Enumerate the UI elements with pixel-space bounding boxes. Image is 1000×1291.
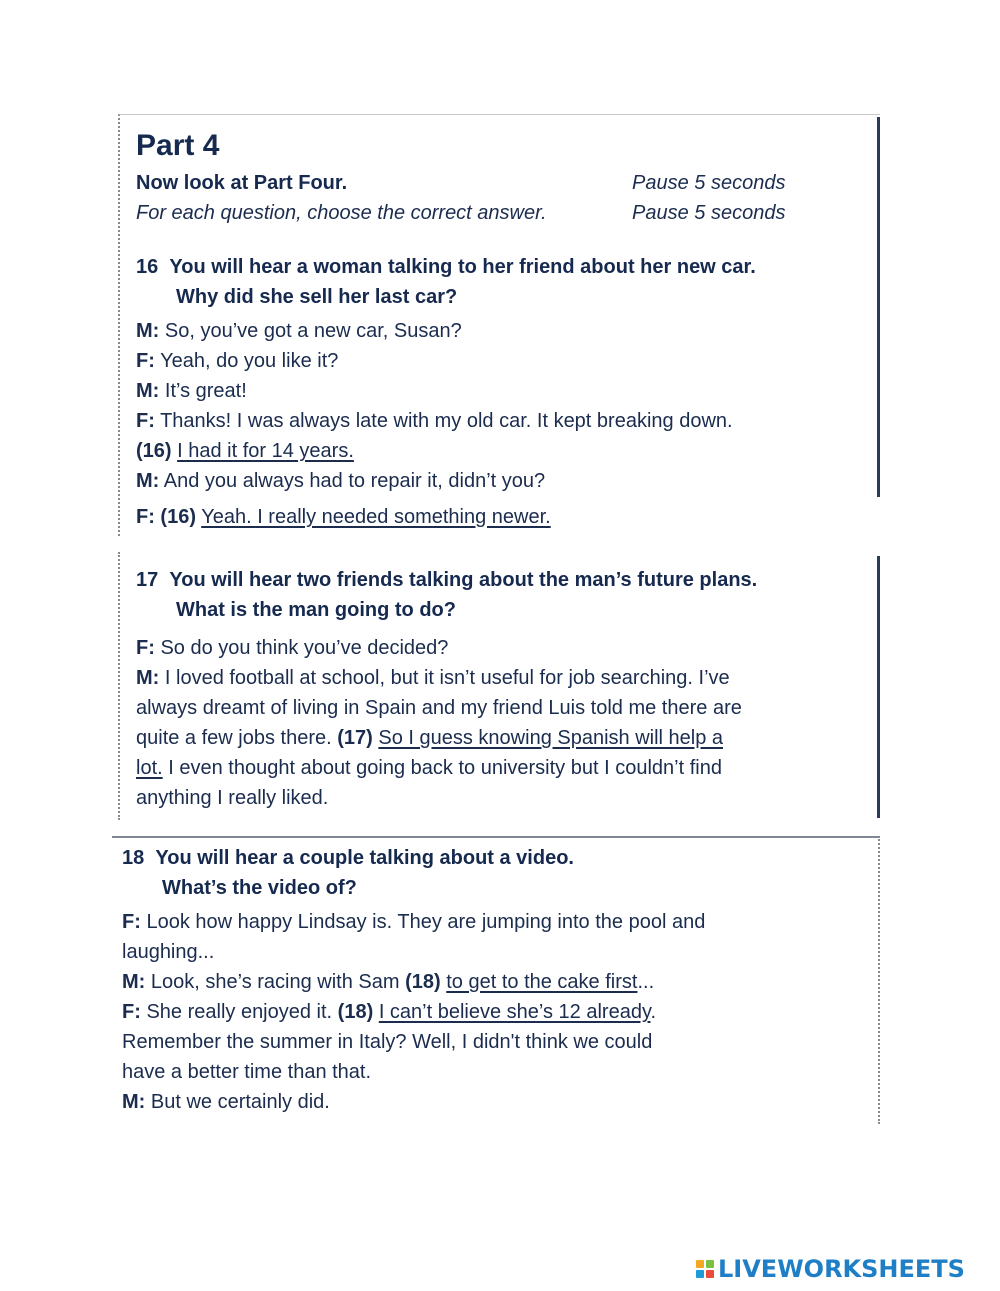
dialogue-line: have a better time than that. — [122, 1061, 372, 1083]
question-18-prompt: What’s the video of? — [162, 877, 357, 899]
dialogue-line: M: So, you’ve got a new car, Susan? — [136, 320, 462, 342]
intro-line: Now look at Part Four. — [136, 172, 348, 194]
answer-line: F: She really enjoyed it. (18) I can’t believe she’s 12 already. — [122, 1001, 657, 1023]
dialogue-line: M: It’s great! — [136, 380, 247, 402]
border-rule — [877, 117, 880, 497]
question-17-heading — [136, 568, 757, 592]
question-16-prompt: Why did she sell her last car? — [176, 286, 458, 308]
answer-underlined: I can’t believe she’s 12 already — [378, 1001, 651, 1023]
answer-line: F: (16) Yeah. I really needed something newer. — [136, 506, 551, 528]
answer-line: M: Look, she’s racing with Sam (18) to get to the cake first... — [122, 971, 655, 993]
logo-text: LIVEWORKSHEETS — [718, 1255, 965, 1283]
answer-line: (16) I had it for 14 years. — [136, 440, 354, 462]
answer-line: lot. I even thought about going back to university but I couldn’t find — [136, 757, 722, 779]
section-q18 — [112, 836, 880, 1124]
question-17-prompt: What is the man going to do? — [176, 599, 456, 621]
question-16-heading — [136, 255, 756, 279]
dialogue-line: F: Thanks! I was always late with my old car. It kept breaking down. — [136, 410, 733, 432]
question-number: 17 — [136, 569, 159, 591]
border-rule — [877, 556, 880, 818]
dialogue-line: F: Look how happy Lindsay is. They are jumping into the pool and — [122, 911, 706, 933]
question-number: 18 — [122, 847, 145, 869]
question-text: You will hear two friends talking about the man’s future plans. — [169, 569, 758, 591]
dialogue-line: M: But we certainly did. — [122, 1091, 330, 1113]
question-text: You will hear a woman talking to her friend about her new car. — [169, 256, 756, 278]
answer-underlined: Yeah. I really needed something newer. — [201, 506, 551, 528]
question-text: You will hear a couple talking about a video. — [155, 847, 574, 869]
dialogue-line: laughing... — [122, 941, 215, 963]
logo-icon — [696, 1260, 714, 1278]
section-q17 — [118, 552, 880, 820]
dialogue-line: Remember the summer in Italy? Well, I didn't think we could — [122, 1031, 653, 1053]
question-number: 16 — [136, 256, 159, 278]
page-title: Part 4 — [136, 129, 220, 162]
dialogue-line: always dreamt of living in Spain and my friend Luis told me there are — [136, 697, 742, 719]
dialogue-line: M: And you always had to repair it, didn’t you? — [136, 470, 546, 492]
answer-underlined: lot. — [136, 757, 163, 779]
section-part4-q16 — [118, 114, 880, 536]
dialogue-line: M: I loved football at school, but it isn’t useful for job searching. I’ve — [136, 667, 730, 689]
answer-underlined: So I guess knowing Spanish will help a — [378, 727, 724, 749]
pause-note: Pause 5 seconds — [632, 172, 786, 194]
dialogue-line: F: So do you think you’ve decided? — [136, 637, 449, 659]
dialogue-line: F: Yeah, do you like it? — [136, 350, 339, 372]
instruction-line: For each question, choose the correct answer. — [136, 202, 547, 224]
question-18-heading — [122, 846, 574, 870]
answer-underlined: I had it for 14 years. — [177, 440, 354, 462]
answer-underlined: to get to the cake first — [446, 971, 638, 993]
answer-line: quite a few jobs there. (17) So I guess knowing Spanish will help a — [136, 727, 724, 749]
liveworksheets-logo[interactable] — [696, 1256, 965, 1282]
dialogue-line: anything I really liked. — [136, 787, 329, 809]
pause-note: Pause 5 seconds — [632, 202, 786, 224]
